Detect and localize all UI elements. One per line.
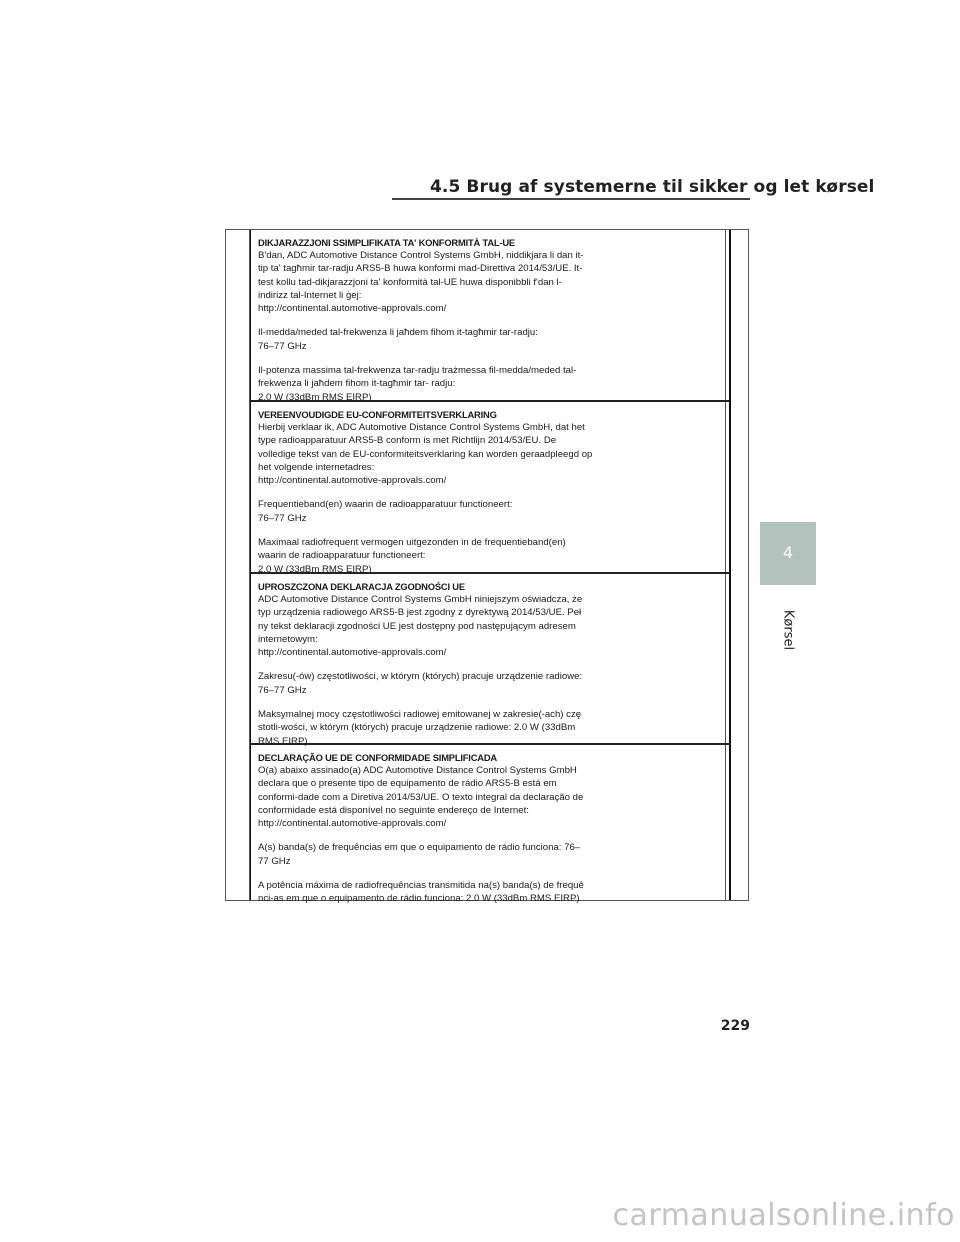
declaration-portuguese <box>251 743 729 905</box>
table-left-margin-column <box>226 230 250 900</box>
declaration-polish <box>251 572 729 747</box>
watermark: carmanualsonline.info <box>612 1198 955 1233</box>
section-paragraph: ADC Automotive Distance Control Systems GmbH niniejszym oświadcza, że typ urządzenia radiowego ARS5-B jest zgodny z dyrektywą 2014/53/UE. Peł ny tekst deklaracji zgodności UE jest dostępny pod następującym adresem internetowym: http://continental.automotive-approvals.com/ <box>258 594 583 659</box>
section-paragraph: Hierbij verklaar ik, ADC Automotive Distance Control Systems GmbH, dat het type radioapparatuur ARS5-B conform is met Richtlijn 2014/53/EU. De volledige tekst van de EU-conformiteitsverklaring kan worden geraadpleegd op het volgende internetadres: http://continental.automotive-approvals.com/ <box>258 422 593 487</box>
section-paragraph: A potência máxima de radiofrequências transmitida na(s) banda(s) de frequê nci-as em que o equipamento de rádio funciona: 2.0 W (33dBm RMS EIRP) <box>258 880 584 905</box>
section-paragraph: O(a) abaixo assinado(a) ADC Automotive Distance Control Systems GmbH declara que o presente tipo de equipamento de rádio ARS5-B está em conformi-dade com a Diretiva 2014/53/UE. O texto integral da declaração de conformidade está disponível no seguinte endereço de Internet: http://continental.automotive-approvals.com/ <box>258 765 584 830</box>
section-paragraph: Il-potenza massima tal-frekwenza tar-radju trażmessa fil-medda/meded tal- frekwenza li jaħdem fihom it-tagħmir tar- radju: 2.0 W (33dBm RMS EIRP) <box>258 365 577 403</box>
section-title: VEREENVOUDIGDE EU-CONFORMITEITSVERKLARING <box>258 409 497 420</box>
section-paragraph: Frequentieband(en) waarin de radioapparatuur functioneert: 76–77 GHz <box>258 499 513 524</box>
declaration-table <box>225 229 749 905</box>
section-paragraph: Maximaal radiofrequent vermogen uitgezonden in de frequentieband(en) waarin de radioapparatuur functioneert: 2.0 W (33dBm RMS EIRP) <box>258 537 566 575</box>
section-paragraph: Il-medda/meded tal-frekwenza li jaħdem fihom it-tagħmir tar-radju: 76–77 GHz <box>258 327 538 352</box>
section-title: UPROSZCZONA DEKLARACJA ZGODNOŚCI UE <box>258 581 465 592</box>
page-number: 229 <box>720 1018 750 1034</box>
section-paragraph: Maksymalnej mocy częstotliwości radiowej emitowanej w zakresie(-ach) czę stotli-wości, w którym (których) pracuje urządzenie radiowe: 2.0 W (33dBm RMS EIRP) <box>258 709 582 747</box>
section-paragraph: B'dan, ADC Automotive Distance Control Systems GmbH, niddikjara li dan it- tip ta' tagħmir tar-radju ARS5-B huwa konformi mad-Direttiva 2014/53/UE. It- test kollu tad-dikjarazzjoni ta' konformità tal-UE huwa disponibbli f'dan l- indirizz tal-Internet li ġej: http://continental.automotive-approvals.com/ <box>258 250 584 315</box>
chapter-tab-label: Kørsel <box>780 609 796 651</box>
table-content-column <box>250 230 731 905</box>
declaration-dutch <box>251 400 729 575</box>
declaration-maltese <box>251 230 729 403</box>
header-rule <box>392 198 750 200</box>
chapter-title: 4.5 Brug af systemerne til sikker og let kørsel <box>430 177 875 197</box>
section-title: DECLARAÇÃO UE DE CONFORMIDADE SIMPLIFICADA <box>258 752 497 763</box>
chapter-tab-label-container <box>760 610 816 650</box>
section-paragraph: A(s) banda(s) de frequências em que o equipamento de rádio funciona: 76– 77 GHz <box>258 842 581 867</box>
chapter-tab-number: 4 <box>782 543 794 562</box>
section-title: DIKJARAZZJONI SSIMPLIFIKATA TA' KONFORMITÀ TAL-UE <box>258 237 515 248</box>
section-paragraph: Zakresu(-ów) częstotliwości, w którym (których) pracuje urządzenie radiowe: 76–77 GHz <box>258 671 583 696</box>
